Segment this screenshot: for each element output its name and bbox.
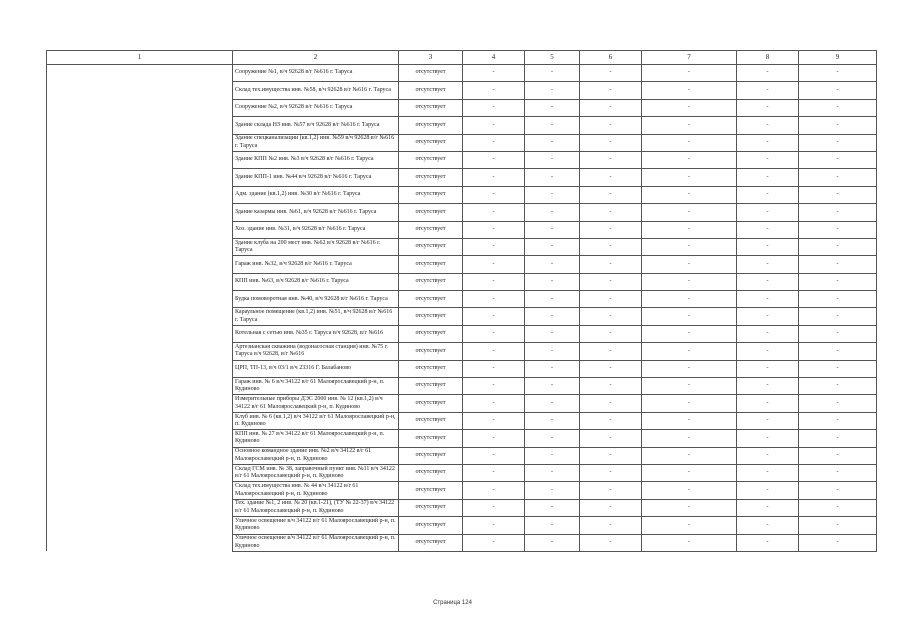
object-name-cell: КПП инв. № 27 в/ч 34122 в/г 61 Малоярославецкий р-н, п. Кудиново xyxy=(233,430,399,447)
status-cell: отсутствует xyxy=(399,464,463,481)
value-cell-col-4: - xyxy=(463,82,525,99)
value-cell-col-9: - xyxy=(799,65,877,82)
value-cell-col-9: - xyxy=(799,447,877,464)
table-row xyxy=(47,343,877,360)
value-cell-col-5: - xyxy=(525,134,580,151)
value-cell-col-4: - xyxy=(463,430,525,447)
value-cell-col-7: - xyxy=(642,151,737,168)
value-cell-col-5: - xyxy=(525,464,580,481)
value-cell-col-9: - xyxy=(799,325,877,342)
column-header-2: 2 xyxy=(233,51,399,65)
value-cell-col-4: - xyxy=(463,343,525,360)
blank-cell xyxy=(47,221,233,238)
value-cell-col-5: - xyxy=(525,517,580,534)
column-header-8: 8 xyxy=(737,51,799,65)
value-cell-col-7: - xyxy=(642,412,737,429)
object-name-cell: Склад ГСМ инв. № 38, заправочный пункт инв. №11 в/ч 34122 в/г 61 Малоярославецкий р-н, п. Кудиново xyxy=(233,464,399,481)
value-cell-col-9: - xyxy=(799,186,877,203)
value-cell-col-7: - xyxy=(642,273,737,290)
table-row xyxy=(47,204,877,221)
value-cell-col-6: - xyxy=(580,325,642,342)
value-cell-col-9: - xyxy=(799,151,877,168)
object-name-cell: Здание казармы инв. №61, в/ч 92628 в/г №616 г. Таруса xyxy=(233,204,399,221)
blank-cell xyxy=(47,499,233,516)
column-header-7: 7 xyxy=(642,51,737,65)
status-cell: отсутствует xyxy=(399,447,463,464)
value-cell-col-8: - xyxy=(737,343,799,360)
value-cell-col-4: - xyxy=(463,482,525,499)
table-row xyxy=(47,82,877,99)
status-cell: отсутствует xyxy=(399,499,463,516)
value-cell-col-9: - xyxy=(799,308,877,325)
value-cell-col-7: - xyxy=(642,238,737,255)
object-name-cell: Склад тех.имущества инв. №58, в/ч 92628 в/г №616 г. Таруса xyxy=(233,82,399,99)
table-row xyxy=(47,482,877,499)
value-cell-col-8: - xyxy=(737,82,799,99)
value-cell-col-5: - xyxy=(525,65,580,82)
status-cell: отсутствует xyxy=(399,169,463,186)
value-cell-col-6: - xyxy=(580,169,642,186)
value-cell-col-5: - xyxy=(525,308,580,325)
object-name-cell: Котельная с сетью инв. №35 г. Таруса в/ч 92628, в/г №616 xyxy=(233,325,399,342)
value-cell-col-5: - xyxy=(525,430,580,447)
table-row xyxy=(47,117,877,134)
value-cell-col-7: - xyxy=(642,343,737,360)
value-cell-col-4: - xyxy=(463,308,525,325)
status-cell: отсутствует xyxy=(399,430,463,447)
blank-cell xyxy=(47,99,233,116)
value-cell-col-4: - xyxy=(463,534,525,551)
value-cell-col-6: - xyxy=(580,221,642,238)
table-row xyxy=(47,464,877,481)
value-cell-col-5: - xyxy=(525,169,580,186)
value-cell-col-4: - xyxy=(463,99,525,116)
value-cell-col-6: - xyxy=(580,273,642,290)
value-cell-col-8: - xyxy=(737,273,799,290)
value-cell-col-9: - xyxy=(799,273,877,290)
status-cell: отсутствует xyxy=(399,412,463,429)
table-row xyxy=(47,256,877,273)
value-cell-col-8: - xyxy=(737,464,799,481)
value-cell-col-7: - xyxy=(642,325,737,342)
table-row xyxy=(47,169,877,186)
page-number: Страница 124 xyxy=(433,600,472,606)
status-cell: отсутствует xyxy=(399,517,463,534)
status-cell: отсутствует xyxy=(399,360,463,377)
value-cell-col-8: - xyxy=(737,256,799,273)
blank-cell xyxy=(47,325,233,342)
column-header-9: 9 xyxy=(799,51,877,65)
value-cell-col-6: - xyxy=(580,395,642,412)
status-cell: отсутствует xyxy=(399,186,463,203)
object-name-cell: Тех. здание №1, 2 инв. № 20 (кв.1-21), (ТУ № 22-37) в/ч 34122 в/г 61 Малоярославецкий р-н, п. Кудиново xyxy=(233,499,399,516)
value-cell-col-5: - xyxy=(525,343,580,360)
value-cell-col-5: - xyxy=(525,82,580,99)
value-cell-col-6: - xyxy=(580,343,642,360)
value-cell-col-5: - xyxy=(525,204,580,221)
value-cell-col-4: - xyxy=(463,238,525,255)
object-name-cell: Уличное освещение в/ч 34122 в/г 61 Малоярославецкий р-н, п. Кудиново xyxy=(233,534,399,551)
value-cell-col-5: - xyxy=(525,447,580,464)
value-cell-col-9: - xyxy=(799,117,877,134)
object-name-cell: Здание КПП №2 инв. №3 в/ч 92628 в/г №616 г. Таруса xyxy=(233,151,399,168)
data-table xyxy=(46,50,877,552)
status-cell: отсутствует xyxy=(399,308,463,325)
value-cell-col-5: - xyxy=(525,273,580,290)
value-cell-col-9: - xyxy=(799,534,877,551)
value-cell-col-7: - xyxy=(642,430,737,447)
table-row xyxy=(47,430,877,447)
blank-cell xyxy=(47,186,233,203)
table-row xyxy=(47,308,877,325)
value-cell-col-6: - xyxy=(580,430,642,447)
object-name-cell: Основное командное здание инв. №2 в/ч 34122 в/г 61 Малоярославецкий р-н, п. Кудиново xyxy=(233,447,399,464)
value-cell-col-7: - xyxy=(642,134,737,151)
value-cell-col-4: - xyxy=(463,134,525,151)
blank-cell xyxy=(47,360,233,377)
value-cell-col-7: - xyxy=(642,464,737,481)
object-name-cell: Будка помоворотная инв. №40, в/ч 92628 в/г №616 г. Таруса xyxy=(233,291,399,308)
value-cell-col-8: - xyxy=(737,65,799,82)
value-cell-col-7: - xyxy=(642,99,737,116)
blank-cell xyxy=(47,378,233,395)
table-row xyxy=(47,499,877,516)
value-cell-col-5: - xyxy=(525,117,580,134)
object-name-cell: Артезианская скважина (водонасосная станция) инв. №75 г. Таруса в/ч 92628, в/г №616 xyxy=(233,343,399,360)
value-cell-col-8: - xyxy=(737,204,799,221)
value-cell-col-7: - xyxy=(642,378,737,395)
status-cell: отсутствует xyxy=(399,378,463,395)
value-cell-col-7: - xyxy=(642,221,737,238)
blank-cell xyxy=(47,169,233,186)
value-cell-col-9: - xyxy=(799,482,877,499)
table-row xyxy=(47,360,877,377)
blank-cell xyxy=(47,534,233,551)
value-cell-col-8: - xyxy=(737,169,799,186)
object-name-cell: Измерительные приборы ДЭС 2000 инв. № 12 (кв.1,2) в/ч 34122 в/г 61 Малоярославецкий р-н, п. Кудиново xyxy=(233,395,399,412)
blank-cell xyxy=(47,447,233,464)
table-row xyxy=(47,395,877,412)
table-row xyxy=(47,99,877,116)
value-cell-col-7: - xyxy=(642,169,737,186)
blank-cell xyxy=(47,117,233,134)
value-cell-col-7: - xyxy=(642,360,737,377)
status-cell: отсутствует xyxy=(399,221,463,238)
value-cell-col-8: - xyxy=(737,291,799,308)
object-name-cell: Здание спецканализации (кв.1,2) инв. №59 в/ч 92628 в/г №616 г. Таруса xyxy=(233,134,399,151)
value-cell-col-9: - xyxy=(799,412,877,429)
value-cell-col-6: - xyxy=(580,482,642,499)
blank-cell xyxy=(47,430,233,447)
value-cell-col-9: - xyxy=(799,256,877,273)
object-name-cell: Клуб инв. № 6 (кв.1,2) в/ч 34122 в/г 61 Малоярославецкий р-н, п. Кудиново xyxy=(233,412,399,429)
value-cell-col-7: - xyxy=(642,447,737,464)
value-cell-col-8: - xyxy=(737,447,799,464)
status-cell: отсутствует xyxy=(399,134,463,151)
value-cell-col-8: - xyxy=(737,430,799,447)
column-header-6: 6 xyxy=(580,51,642,65)
value-cell-col-8: - xyxy=(737,395,799,412)
value-cell-col-9: - xyxy=(799,238,877,255)
value-cell-col-6: - xyxy=(580,464,642,481)
object-name-cell: Уличное освещение в/ч 34122 в/г 61 Малоярославецкий р-н, п. Кудиново xyxy=(233,517,399,534)
value-cell-col-7: - xyxy=(642,534,737,551)
status-cell: отсутствует xyxy=(399,65,463,82)
value-cell-col-8: - xyxy=(737,325,799,342)
status-cell: отсутствует xyxy=(399,256,463,273)
value-cell-col-4: - xyxy=(463,517,525,534)
value-cell-col-8: - xyxy=(737,534,799,551)
table-row xyxy=(47,65,877,82)
value-cell-col-9: - xyxy=(799,99,877,116)
column-header-4: 4 xyxy=(463,51,525,65)
value-cell-col-6: - xyxy=(580,412,642,429)
blank-cell xyxy=(47,412,233,429)
value-cell-col-9: - xyxy=(799,464,877,481)
object-name-cell: Гараж инв. № 6 в/ч 34122 в/г 61 Малоярославецкий р-н, п. Кудиново xyxy=(233,378,399,395)
table-row xyxy=(47,221,877,238)
value-cell-col-7: - xyxy=(642,204,737,221)
value-cell-col-7: - xyxy=(642,117,737,134)
value-cell-col-6: - xyxy=(580,360,642,377)
value-cell-col-4: - xyxy=(463,117,525,134)
value-cell-col-6: - xyxy=(580,447,642,464)
status-cell: отсутствует xyxy=(399,82,463,99)
value-cell-col-6: - xyxy=(580,534,642,551)
value-cell-col-5: - xyxy=(525,325,580,342)
value-cell-col-9: - xyxy=(799,395,877,412)
value-cell-col-4: - xyxy=(463,360,525,377)
status-cell: отсутствует xyxy=(399,151,463,168)
value-cell-col-5: - xyxy=(525,499,580,516)
value-cell-col-4: - xyxy=(463,291,525,308)
blank-cell xyxy=(47,204,233,221)
status-cell: отсутствует xyxy=(399,325,463,342)
value-cell-col-4: - xyxy=(463,151,525,168)
value-cell-col-8: - xyxy=(737,134,799,151)
value-cell-col-7: - xyxy=(642,308,737,325)
value-cell-col-8: - xyxy=(737,499,799,516)
table-row xyxy=(47,273,877,290)
object-name-cell: КПП инв. №63, в/ч 92628 в/г №616 г. Таруса xyxy=(233,273,399,290)
blank-cell xyxy=(47,238,233,255)
value-cell-col-7: - xyxy=(642,256,737,273)
status-cell: отсутствует xyxy=(399,204,463,221)
value-cell-col-8: - xyxy=(737,517,799,534)
value-cell-col-5: - xyxy=(525,221,580,238)
status-cell: отсутствует xyxy=(399,395,463,412)
value-cell-col-4: - xyxy=(463,204,525,221)
status-cell: отсутствует xyxy=(399,273,463,290)
value-cell-col-5: - xyxy=(525,291,580,308)
value-cell-col-6: - xyxy=(580,499,642,516)
value-cell-col-5: - xyxy=(525,360,580,377)
value-cell-col-5: - xyxy=(525,186,580,203)
value-cell-col-5: - xyxy=(525,151,580,168)
status-cell: отсутствует xyxy=(399,343,463,360)
blank-cell xyxy=(47,517,233,534)
table-row xyxy=(47,186,877,203)
value-cell-col-6: - xyxy=(580,204,642,221)
column-header-1: 1 xyxy=(47,51,233,65)
blank-cell xyxy=(47,65,233,82)
value-cell-col-6: - xyxy=(580,134,642,151)
value-cell-col-4: - xyxy=(463,186,525,203)
value-cell-col-7: - xyxy=(642,499,737,516)
header-row xyxy=(47,51,877,65)
value-cell-col-8: - xyxy=(737,186,799,203)
value-cell-col-6: - xyxy=(580,151,642,168)
value-cell-col-7: - xyxy=(642,186,737,203)
value-cell-col-5: - xyxy=(525,99,580,116)
value-cell-col-5: - xyxy=(525,256,580,273)
object-name-cell: Караульное помещение (кв.1,2) инв. №51, в/ч 92628 в/г №616 г. Таруса xyxy=(233,308,399,325)
object-name-cell: Гараж инв. №32, в/ч 92628 в/г №616 г. Таруса xyxy=(233,256,399,273)
value-cell-col-6: - xyxy=(580,517,642,534)
value-cell-col-4: - xyxy=(463,447,525,464)
value-cell-col-9: - xyxy=(799,291,877,308)
blank-cell xyxy=(47,82,233,99)
value-cell-col-8: - xyxy=(737,360,799,377)
value-cell-col-9: - xyxy=(799,517,877,534)
column-header-3: 3 xyxy=(399,51,463,65)
value-cell-col-9: - xyxy=(799,378,877,395)
value-cell-col-4: - xyxy=(463,378,525,395)
value-cell-col-5: - xyxy=(525,238,580,255)
value-cell-col-6: - xyxy=(580,99,642,116)
value-cell-col-4: - xyxy=(463,325,525,342)
table-row xyxy=(47,534,877,551)
value-cell-col-4: - xyxy=(463,499,525,516)
value-cell-col-4: - xyxy=(463,169,525,186)
table-row xyxy=(47,134,877,151)
value-cell-col-6: - xyxy=(580,308,642,325)
value-cell-col-8: - xyxy=(737,378,799,395)
table-row xyxy=(47,378,877,395)
value-cell-col-6: - xyxy=(580,65,642,82)
object-name-cell: Сооружение №1, в/ч 92628 в/г №616 г. Таруса xyxy=(233,65,399,82)
object-name-cell: Здание клуба на 200 мест инв. №62 в/ч 92628 в/г №616 г. Таруса xyxy=(233,238,399,255)
value-cell-col-8: - xyxy=(737,238,799,255)
value-cell-col-8: - xyxy=(737,117,799,134)
value-cell-col-8: - xyxy=(737,151,799,168)
blank-cell xyxy=(47,134,233,151)
object-name-cell: Сооружение №2, в/ч 92628 в/г №616 г. Таруса xyxy=(233,99,399,116)
value-cell-col-8: - xyxy=(737,412,799,429)
object-name-cell: Здание КПП-1 инв. №44 в/ч 92628 в/г №616 г. Таруса xyxy=(233,169,399,186)
object-name-cell: Здание склада НЗ инв. №57 в/ч 92628 в/г №616 г. Таруса xyxy=(233,117,399,134)
table-row xyxy=(47,291,877,308)
value-cell-col-6: - xyxy=(580,117,642,134)
value-cell-col-6: - xyxy=(580,82,642,99)
object-name-cell: Адм. здание (кв.1,2) инв. №30 в/г №616 г. Таруса xyxy=(233,186,399,203)
value-cell-col-9: - xyxy=(799,221,877,238)
value-cell-col-6: - xyxy=(580,186,642,203)
table-row xyxy=(47,412,877,429)
blank-cell xyxy=(47,291,233,308)
value-cell-col-9: - xyxy=(799,430,877,447)
value-cell-col-5: - xyxy=(525,395,580,412)
blank-cell xyxy=(47,343,233,360)
value-cell-col-9: - xyxy=(799,169,877,186)
value-cell-col-5: - xyxy=(525,412,580,429)
table-row xyxy=(47,447,877,464)
table-row xyxy=(47,151,877,168)
value-cell-col-8: - xyxy=(737,99,799,116)
value-cell-col-5: - xyxy=(525,482,580,499)
status-cell: отсутствует xyxy=(399,291,463,308)
status-cell: отсутствует xyxy=(399,482,463,499)
object-name-cell: ЦРП, ТП-13, в/ч 03/1 в/ч 23316 Г. Балабаново xyxy=(233,360,399,377)
value-cell-col-7: - xyxy=(642,291,737,308)
value-cell-col-6: - xyxy=(580,238,642,255)
value-cell-col-5: - xyxy=(525,378,580,395)
value-cell-col-4: - xyxy=(463,273,525,290)
value-cell-col-6: - xyxy=(580,256,642,273)
object-name-cell: Склад тех.имущества инв. № 44 в/ч 34122 в/г 61 Малоярославецкий р-н, п. Кудиново xyxy=(233,482,399,499)
value-cell-col-4: - xyxy=(463,464,525,481)
blank-cell xyxy=(47,308,233,325)
value-cell-col-8: - xyxy=(737,482,799,499)
status-cell: отсутствует xyxy=(399,534,463,551)
value-cell-col-6: - xyxy=(580,378,642,395)
blank-cell xyxy=(47,464,233,481)
status-cell: отсутствует xyxy=(399,99,463,116)
value-cell-col-9: - xyxy=(799,343,877,360)
blank-cell xyxy=(47,273,233,290)
value-cell-col-5: - xyxy=(525,534,580,551)
blank-cell xyxy=(47,482,233,499)
value-cell-col-4: - xyxy=(463,221,525,238)
value-cell-col-9: - xyxy=(799,360,877,377)
value-cell-col-4: - xyxy=(463,395,525,412)
column-header-5: 5 xyxy=(525,51,580,65)
table-body xyxy=(47,65,877,552)
value-cell-col-4: - xyxy=(463,256,525,273)
value-cell-col-7: - xyxy=(642,395,737,412)
table-row xyxy=(47,238,877,255)
value-cell-col-4: - xyxy=(463,412,525,429)
value-cell-col-8: - xyxy=(737,221,799,238)
value-cell-col-4: - xyxy=(463,65,525,82)
blank-cell xyxy=(47,151,233,168)
value-cell-col-9: - xyxy=(799,134,877,151)
blank-cell xyxy=(47,395,233,412)
value-cell-col-8: - xyxy=(737,308,799,325)
table-row xyxy=(47,325,877,342)
value-cell-col-9: - xyxy=(799,499,877,516)
value-cell-col-7: - xyxy=(642,482,737,499)
value-cell-col-6: - xyxy=(580,291,642,308)
status-cell: отсутствует xyxy=(399,238,463,255)
object-name-cell: Хоз. здание инв. №31, в/ч 92628 в/г №616 г. Таруса xyxy=(233,221,399,238)
value-cell-col-7: - xyxy=(642,65,737,82)
value-cell-col-7: - xyxy=(642,82,737,99)
value-cell-col-9: - xyxy=(799,82,877,99)
value-cell-col-9: - xyxy=(799,204,877,221)
status-cell: отсутствует xyxy=(399,117,463,134)
value-cell-col-7: - xyxy=(642,517,737,534)
table-row xyxy=(47,517,877,534)
blank-cell xyxy=(47,256,233,273)
